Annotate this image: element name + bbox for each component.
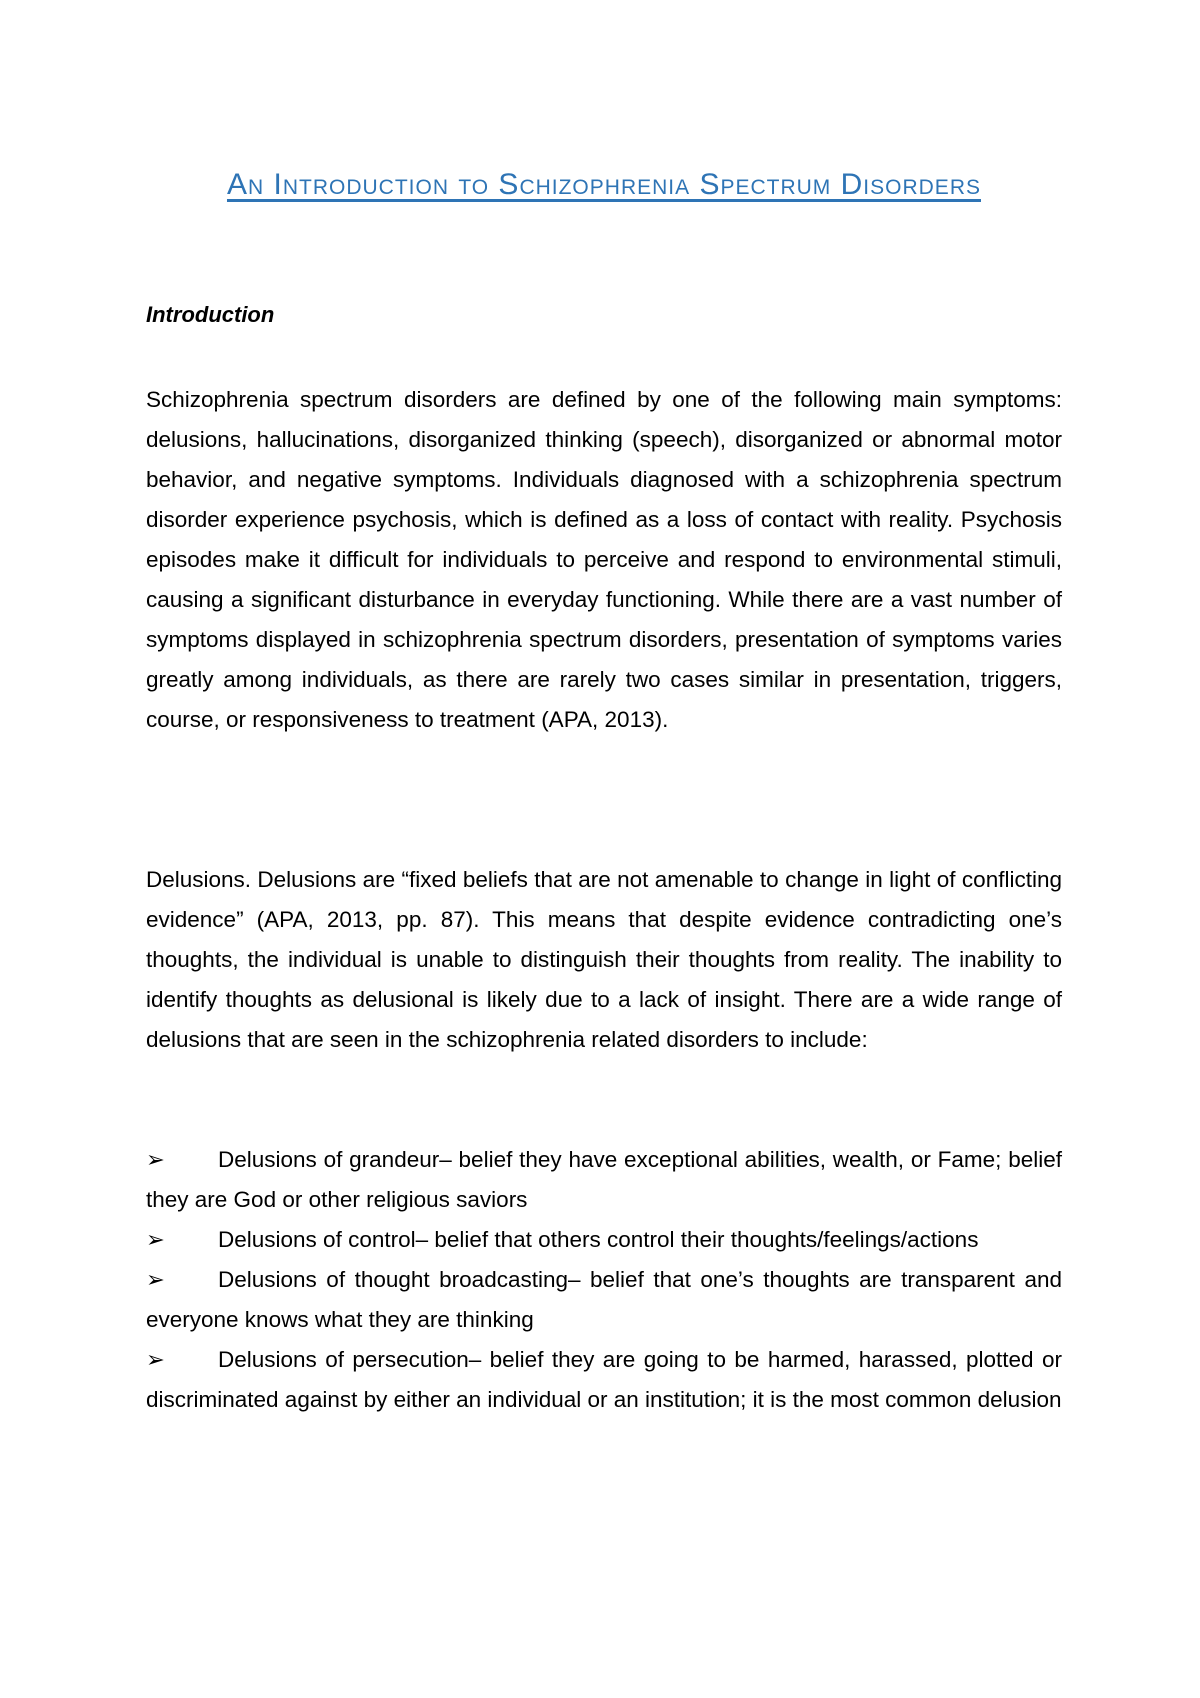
list-item-text: Delusions of thought broadcasting– belief that one’s thoughts are transparent and everyone knows what they are thinking (146, 1267, 1062, 1332)
list-item-text: Delusions of control– belief that others control their thoughts/feelings/actions (218, 1227, 979, 1252)
delusion-types-list (146, 1140, 1062, 1420)
paragraph-introduction: Schizophrenia spectrum disorders are defined by one of the following main symptoms: delusions, hallucinations, disorganized thinking (speech), disorganized or abnormal motor behavior, and negative symptoms. Individuals diagnosed with a schizophrenia spectrum disorder experience psychosis, which is defined as a loss of contact with reality. Psychosis episodes make it difficult for individuals to perceive and respond to environmental stimuli, causing a significant disturbance in everyday functioning. While there are a vast number of symptoms displayed in schizophrenia spectrum disorders, presentation of symptoms varies greatly among individuals, as there are rarely two cases similar in presentation, triggers, course, or responsiveness to treatment (APA, 2013). (146, 387, 1062, 732)
document-title: An Introduction to Schizophrenia Spectrum Disorders (226, 168, 981, 201)
arrow-bullet-icon: ➢ (146, 1267, 165, 1292)
list-item (146, 1260, 1062, 1340)
arrow-bullet-icon: ➢ (146, 1227, 165, 1252)
arrow-bullet-icon: ➢ (146, 1147, 165, 1172)
list-item (146, 1340, 1062, 1420)
list-item (146, 1220, 1062, 1260)
list-item-text: Delusions of grandeur– belief they have exceptional abilities, wealth, or Fame; belief they are God or other religious saviors (146, 1147, 1062, 1212)
list-item-text: Delusions of persecution– belief they are going to be harmed, harassed, plotted or discriminated against by either an individual or an institution; it is the most common delusion (146, 1347, 1062, 1412)
section-heading-introduction: Introduction (146, 302, 275, 327)
list-item (146, 1140, 1062, 1220)
paragraph-delusions: Delusions. Delusions are “fixed beliefs that are not amenable to change in light of conflicting evidence” (APA, 2013, pp. 87). This means that despite evidence contradicting one’s thoughts, the individual is unable to distinguish their thoughts from reality. The inability to identify thoughts as delusional is likely due to a lack of insight. There are a wide range of delusions that are seen in the schizophrenia related disorders to include: (146, 867, 1062, 1052)
arrow-bullet-icon: ➢ (146, 1347, 165, 1372)
